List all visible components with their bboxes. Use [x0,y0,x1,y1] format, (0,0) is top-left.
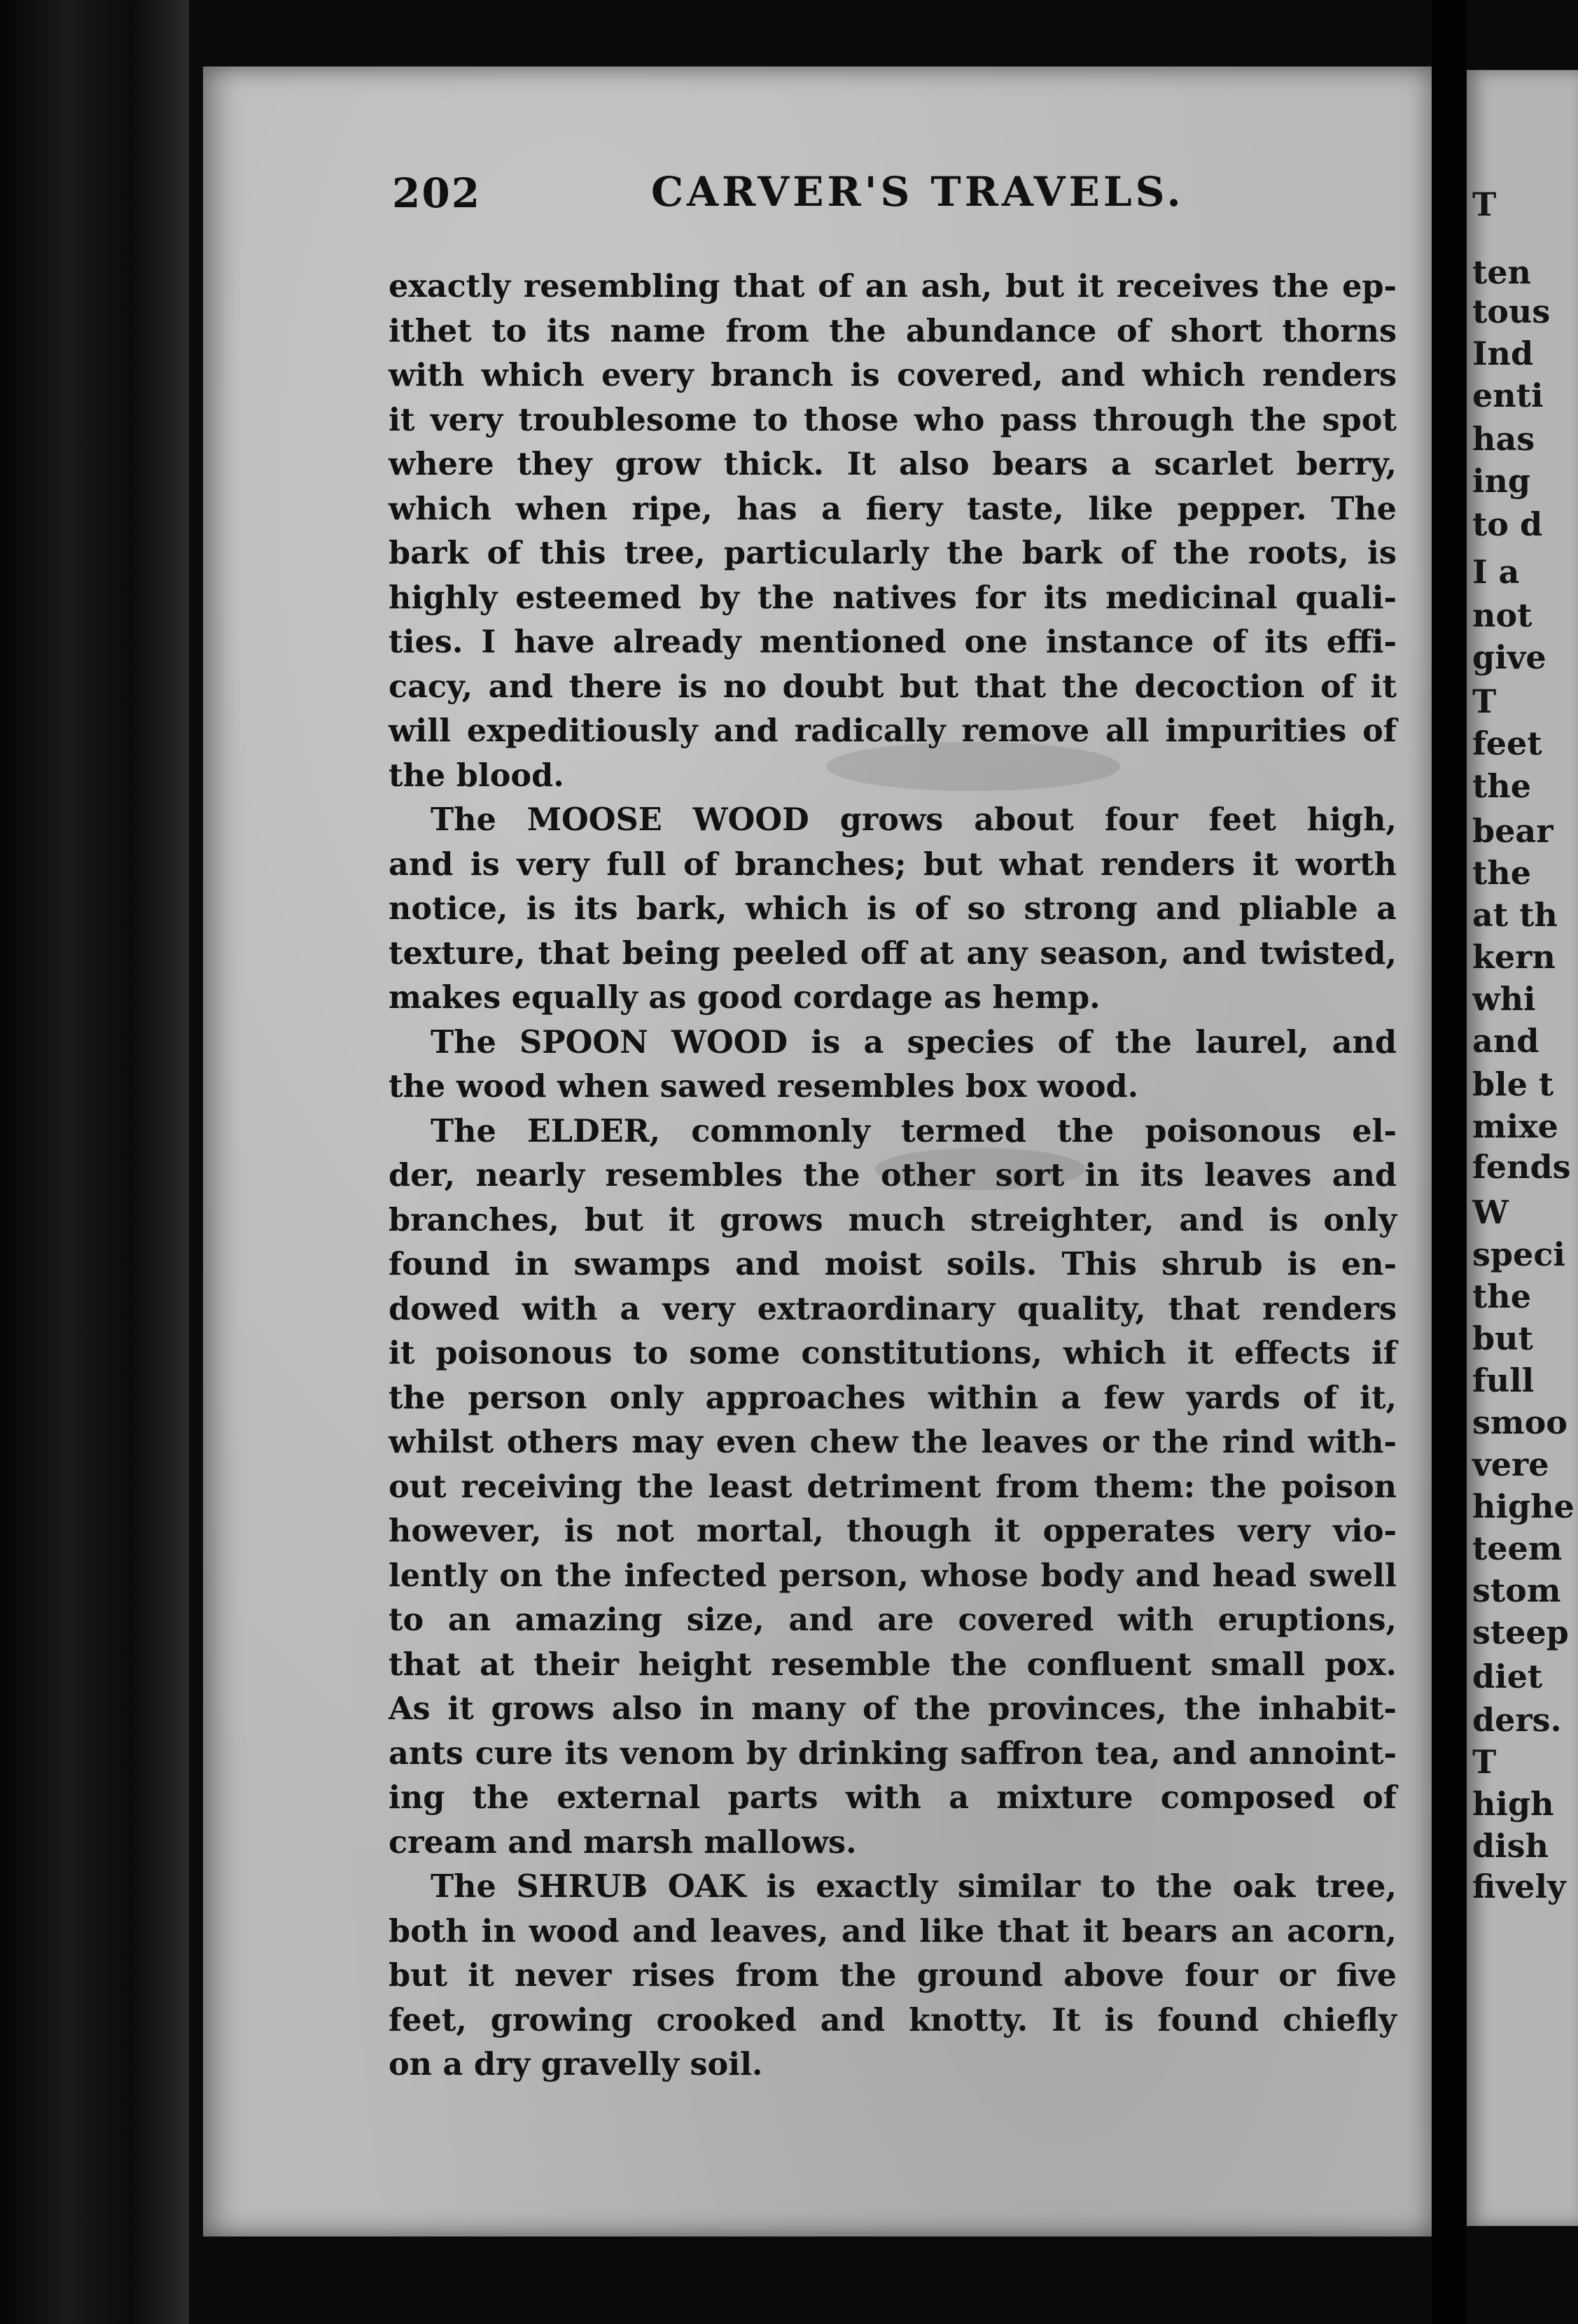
facing-page-fragment: the [1472,767,1531,805]
text-line: bark of this tree, particularly the bark of the roots, is [389,535,1397,571]
text-line: der, nearly resembles the other sort in its leaves and [389,1157,1397,1194]
facing-page-fragment: ble t [1472,1065,1554,1103]
text-line: it very troublesome to those who pass through the spot [389,401,1397,438]
facing-page-fragment: tous [1472,293,1551,330]
text-line: makes equally as good cordage as hemp. [389,979,1101,1016]
text-line: cream and marsh mallows. [389,1823,857,1861]
text-line: will expeditiously and radically remove all impurities of [389,713,1397,749]
text-line: The SHRUB OAK is exactly similar to the oak tree, [431,1868,1397,1905]
text-line: the blood. [389,757,564,794]
facing-page-fragment: to d [1472,505,1543,543]
facing-page-fragment: give [1472,638,1546,676]
facing-page-fragment: kern [1472,938,1556,976]
text-line: out receiving the least detriment from them: the poison [389,1468,1397,1505]
text-line: found in swamps and moist soils. This shrub is en- [389,1246,1397,1282]
text-line: that at their height resemble the confluent small pox. [389,1646,1397,1683]
text-line: to an amazing size, and are covered with eruptions, [389,1602,1397,1638]
text-line: lently on the infected person, whose body and head swell [389,1557,1397,1594]
facing-page-fragment: W [1472,1194,1509,1231]
text-line: ties. I have already mentioned one instance of its effi- [389,624,1397,660]
facing-page-fragment: speci [1472,1236,1565,1273]
facing-page-fragment: the [1472,854,1531,892]
text-line: dowed with a very extraordinary quality, that renders [389,1290,1397,1327]
text-line: which when ripe, has a fiery taste, like pepper. The [389,490,1397,527]
text-line: with which every branch is covered, and which renders [389,357,1397,393]
facing-page-fragment: smoo [1472,1404,1567,1441]
facing-page-fragment: enti [1472,377,1544,414]
facing-page-fragment: the [1472,1278,1531,1315]
page-gutter [1432,0,1467,2324]
text-line: The MOOSE WOOD grows about four feet high, [431,802,1397,838]
facing-page-fragment: I a [1472,553,1520,591]
text-line: As it grows also in many of the provinces, the inhabit- [389,1690,1397,1727]
facing-page-fragment: mixe [1472,1107,1558,1145]
text-line: the person only approaches within a few yards of it, [389,1379,1397,1416]
running-title: CARVER'S TRAVELS. [651,168,1185,216]
text-line: where they grow thick. It also bears a scarlet berry, [389,446,1397,482]
facing-page-fragment: and [1472,1022,1539,1060]
facing-page-fragment: full [1472,1362,1535,1399]
facing-page-fragment: stom [1472,1572,1561,1609]
facing-page-fragment: whi [1472,980,1536,1018]
facing-page-fragment: Ind [1472,335,1534,372]
text-line: branches, but it grows much streighter, and is only [389,1201,1397,1238]
text-line: exactly resembling that of an ash, but it receives the ep- [389,268,1397,304]
facing-page-fragment: T [1472,186,1497,223]
page-header [392,162,1442,218]
facing-page-fragment: not [1472,596,1532,634]
facing-page-fragment: at th [1472,896,1558,934]
text-line: but it never rises from the ground above four or five [389,1957,1397,1994]
text-line: on a dry gravelly soil. [389,2046,763,2082]
facing-page-fragment: high [1472,1785,1554,1823]
facing-page-fragment: steep [1472,1614,1569,1651]
text-line: it poisonous to some constitutions, which it effects if [389,1335,1397,1371]
text-line: ing the external parts with a mixture composed of [389,1779,1397,1816]
text-line: The ELDER, commonly termed the poisonous el- [431,1112,1397,1149]
facing-page-fragment: but [1472,1320,1533,1357]
text-line: texture, that being peeled off at any season, and twisted, [389,934,1397,972]
facing-page-fragment: ing [1472,462,1531,500]
page-number: 202 [392,169,482,217]
text-line: feet, growing crooked and knotty. It is found chiefly [389,2001,1397,2038]
book-spine-shadow [0,0,189,2324]
facing-page-edge [1467,70,1578,2226]
body-text [389,265,1397,2087]
facing-page-fragment: diet [1472,1658,1543,1695]
text-line: ithet to its name from the abundance of short thorns [389,312,1397,349]
facing-page-fragment: fends [1472,1148,1571,1186]
facing-page-fragment: ten [1472,253,1531,291]
text-line: and is very full of branches; but what renders it worth [389,846,1397,883]
facing-page-fragment: dish [1472,1827,1549,1865]
text-line: the wood when sawed resembles box wood. [389,1068,1139,1105]
facing-page-fragment: has [1472,420,1535,458]
facing-page-fragment: highe [1472,1488,1574,1525]
facing-page-fragment: ders. [1472,1701,1562,1739]
text-line: cacy, and there is no doubt but that the decoction of it [389,668,1397,705]
facing-page-fragment: teem [1472,1530,1563,1567]
facing-page-fragment: T [1472,1743,1497,1781]
facing-page-fragment: feet [1472,724,1542,762]
text-line: notice, is its bark, which is of so strong and pliable a [389,890,1397,927]
text-line: ants cure its venom by drinking saffron tea, and annoint- [389,1735,1397,1772]
facing-page-fragment: T [1472,682,1497,720]
facing-page-fragment: vere [1472,1446,1549,1483]
text-line: highly esteemed by the natives for its medicinal quali- [389,579,1397,616]
facing-page-fragment: bear [1472,812,1553,850]
text-line: The SPOON WOOD is a species of the laurel, and [431,1023,1397,1060]
text-line: both in wood and leaves, and like that it bears an acorn, [389,1912,1397,1949]
facing-page-fragment: fively [1472,1868,1566,1905]
text-line: however, is not mortal, though it opperates very vio- [389,1513,1397,1549]
text-line: whilst others may even chew the leaves or the rind with- [389,1424,1397,1460]
